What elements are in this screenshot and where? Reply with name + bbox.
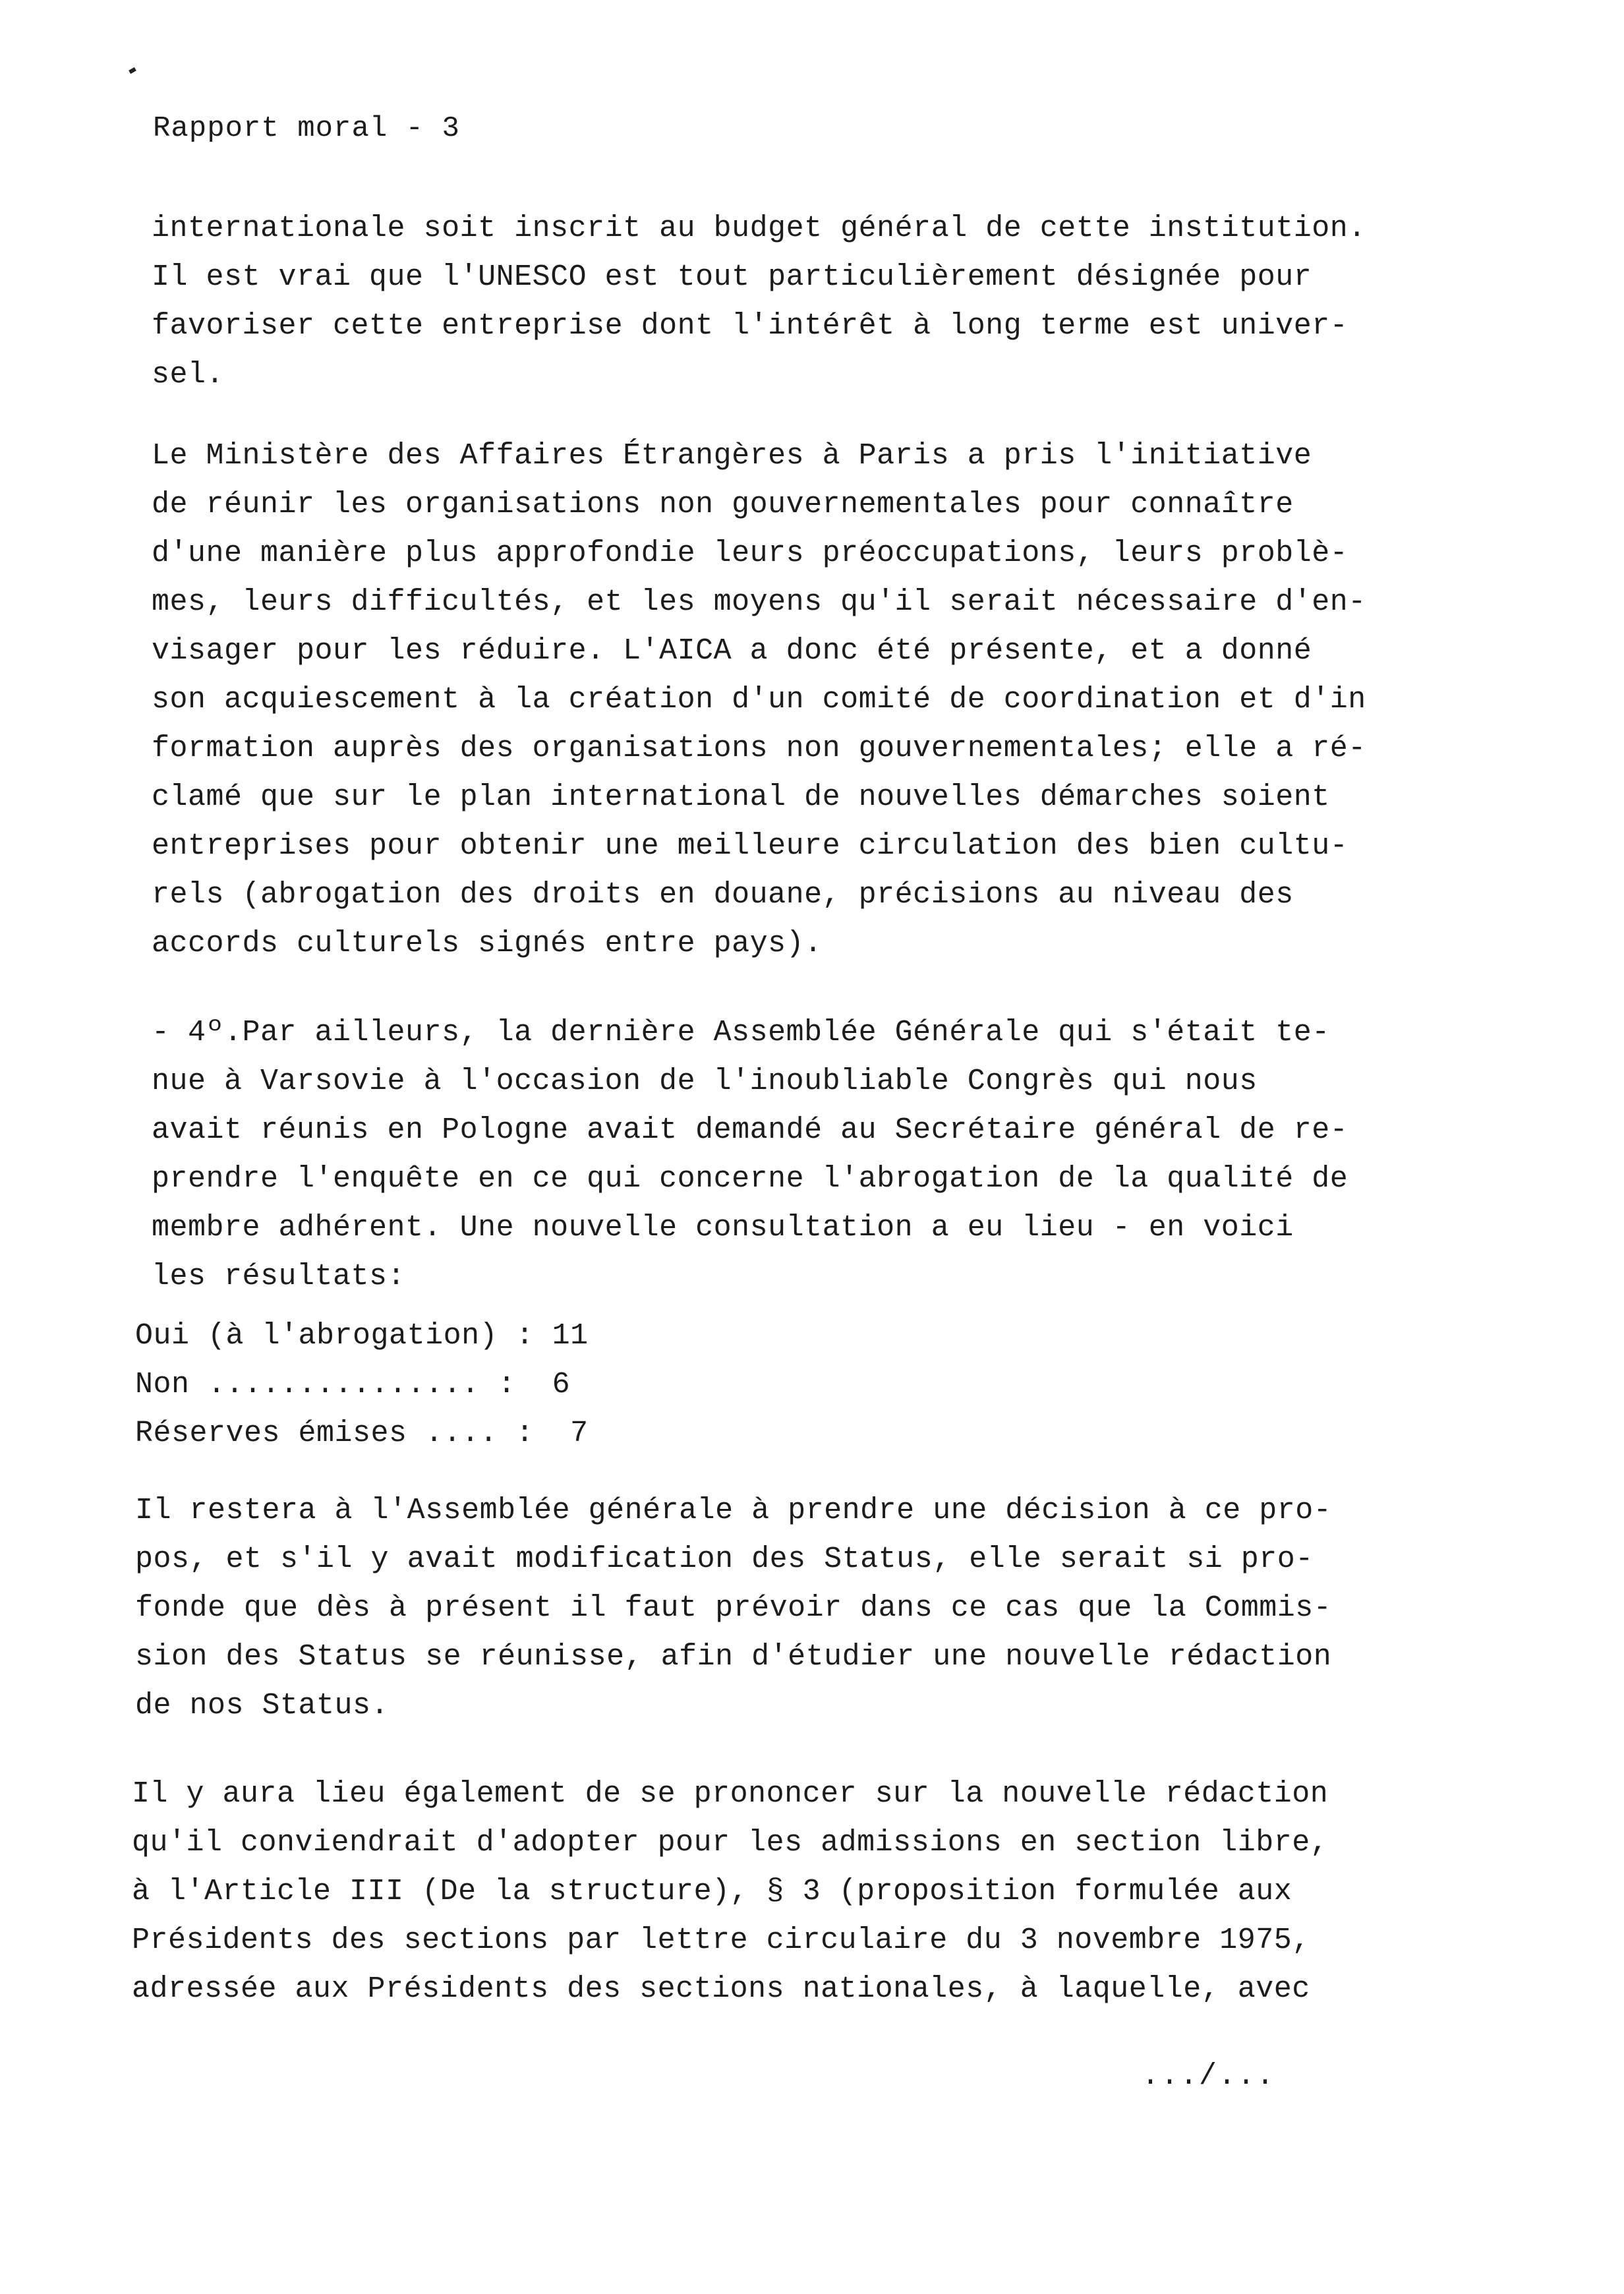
vote-label: Oui (à l'abrogation) : — [135, 1319, 535, 1353]
text-line: de nos Status. — [135, 1689, 390, 1722]
text-line: rels (abrogation des droits en douane, précisions au niveau des — [152, 878, 1294, 912]
vote-results — [135, 1312, 1493, 1458]
paragraph-1 — [152, 204, 1509, 399]
text-line: visager pour les réduire. L'AICA a donc été présente, et a donné — [152, 634, 1312, 668]
text-line: accords culturels signés entre pays). — [152, 927, 823, 960]
page-header: Rapport moral - 3 — [153, 112, 460, 145]
text-line: sel. — [152, 358, 225, 392]
margin-mark — [129, 67, 136, 74]
text-line: fonde que dès à présent il faut prévoir dans ce cas que la Commis- — [135, 1591, 1332, 1625]
text-line: avait réunis en Pologne avait demandé au Secrétaire général de re- — [152, 1113, 1348, 1147]
text-line: Il y aura lieu également de se prononcer sur la nouvelle rédaction — [132, 1777, 1329, 1811]
vote-row-reserves — [135, 1409, 1493, 1458]
text-line: Il restera à l'Assemblée générale à prendre une décision à ce pro- — [135, 1494, 1332, 1527]
vote-row-oui — [135, 1312, 1493, 1361]
vote-value: 6 — [552, 1368, 571, 1401]
vote-row-non — [135, 1361, 1493, 1409]
text-line: mes, leurs difficultés, et les moyens qu'il serait nécessaire d'en- — [152, 585, 1366, 619]
vote-value: 7 — [570, 1417, 589, 1450]
text-line: entreprises pour obtenir une meilleure circulation des bien cultu- — [152, 829, 1348, 863]
text-line: de réunir les organisations non gouvernementales pour connaître — [152, 488, 1294, 521]
vote-value: 11 — [552, 1319, 589, 1353]
vote-label: Réserves émises .... : — [135, 1417, 535, 1450]
text-line: pos, et s'il y avait modification des Status, elle serait si pro- — [135, 1543, 1314, 1576]
text-line: Présidents des sections par lettre circulaire du 3 novembre 1975, — [132, 1924, 1310, 1957]
text-line: formation auprès des organisations non gouvernementales; elle a ré- — [152, 732, 1366, 765]
text-line: d'une manière plus approfondie leurs préoccupations, leurs problè- — [152, 537, 1348, 570]
text-line: internationale soit inscrit au budget général de cette institution. — [152, 212, 1366, 245]
text-line: membre adhérent. Une nouvelle consultation a eu lieu - en voici — [152, 1211, 1294, 1245]
text-line: son acquiescement à la création d'un comité de coordination et d'in — [152, 683, 1366, 717]
text-line: qu'il conviendrait d'adopter pour les admissions en section libre, — [132, 1826, 1329, 1860]
text-line: les résultats: — [152, 1260, 406, 1293]
paragraph-2 — [152, 432, 1509, 968]
paragraph-5 — [132, 1770, 1490, 2014]
text-line: nue à Varsovie à l'occasion de l'inoubliable Congrès qui nous — [152, 1065, 1258, 1098]
text-line: Il est vrai que l'UNESCO est tout particulièrement désignée pour — [152, 260, 1312, 294]
text-line: à l'Article III (De la structure), § 3 (proposition formulée aux — [132, 1875, 1292, 1908]
vote-label: Non ............... : — [135, 1368, 516, 1401]
continuation-mark: .../... — [1142, 2059, 1276, 2093]
text-line: - 4º.Par ailleurs, la dernière Assemblée Générale qui s'était te- — [152, 1016, 1330, 1049]
text-line: adressée aux Présidents des sections nationales, à laquelle, avec — [132, 1972, 1310, 2006]
paragraph-3 — [152, 1009, 1509, 1301]
text-line: prendre l'enquête en ce qui concerne l'abrogation de la qualité de — [152, 1162, 1348, 1196]
text-line: Le Ministère des Affaires Étrangères à Paris a pris l'initiative — [152, 439, 1312, 473]
text-line: clamé que sur le plan international de nouvelles démarches soient — [152, 780, 1330, 814]
text-line: sion des Status se réunisse, afin d'étudier une nouvelle rédaction — [135, 1640, 1332, 1674]
paragraph-4 — [135, 1486, 1493, 1730]
text-line: favoriser cette entreprise dont l'intérêt à long terme est univer- — [152, 309, 1348, 343]
